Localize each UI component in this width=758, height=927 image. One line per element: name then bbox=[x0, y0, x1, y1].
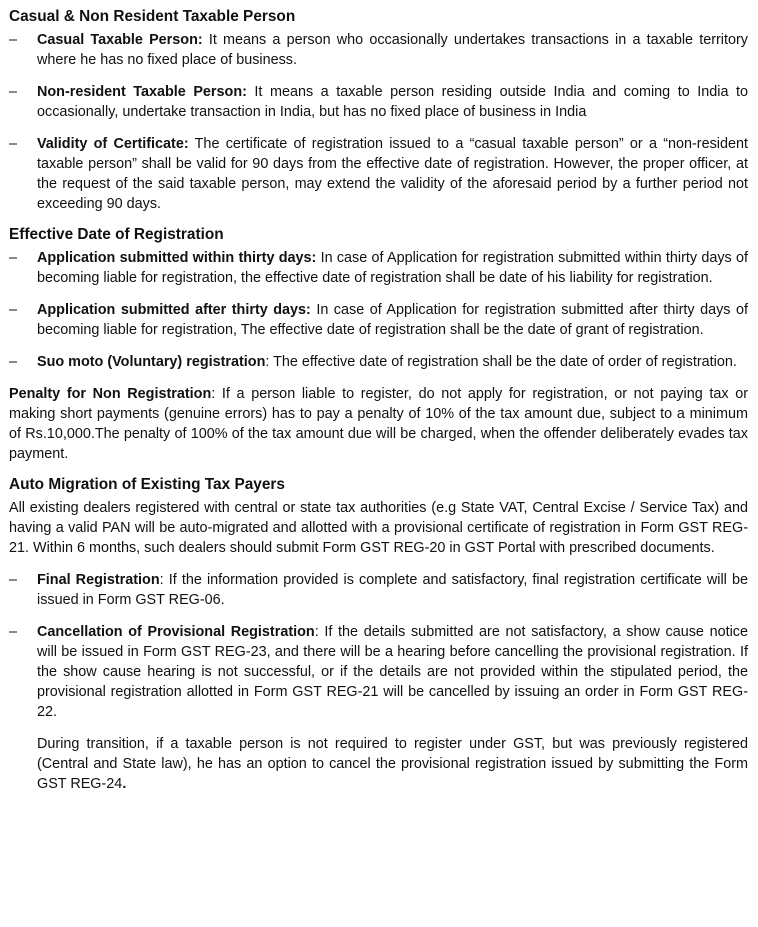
item-text bbox=[37, 570, 748, 610]
item-body: : If the details submitted are not satisfactory, a show cause notice will be issued in Form GST REG-23, and there will be a hearing before cancelling the provisional registration. If the show cause hearing is not successful, or if the details are not provided within the stipulated period, the provisional registration allotted in Form GST REG-21 will be cancelled by issuing an order in Form GST REG-22. bbox=[37, 624, 748, 720]
penalty-body: : If a person liable to register, do not apply for registration, or not paying tax or making short payments (genuine errors) has to pay a penalty of 10% of the tax amount due, subject to a minimum of Rs.10,000.The penalty of 100% of the tax amount due will be charged, when the offender deliberately evades tax payment. bbox=[9, 386, 748, 462]
transition-paragraph bbox=[9, 734, 748, 794]
item-text bbox=[37, 622, 748, 722]
list-item-validity-of-certificate bbox=[9, 134, 748, 214]
item-label: Application submitted within thirty days: bbox=[37, 250, 317, 266]
item-label: Final Registration bbox=[37, 572, 160, 588]
list-item-after-thirty-days bbox=[9, 300, 748, 340]
item-label: Application submitted after thirty days: bbox=[37, 302, 311, 318]
item-label: Suo moto (Voluntary) registration bbox=[37, 354, 266, 370]
dash-bullet: – bbox=[9, 136, 18, 152]
list-item-cancellation-provisional bbox=[9, 622, 748, 722]
section-heading-effective-date: Effective Date of Registration bbox=[9, 226, 224, 243]
item-body: In case of Application for registration submitted within thirty days of becoming liable for registration, the effective date of registration shall be date of his liability for registration. bbox=[37, 250, 749, 286]
item-text bbox=[37, 300, 748, 340]
list-item-within-thirty-days bbox=[9, 248, 748, 288]
list-item-suo-moto bbox=[9, 352, 748, 372]
item-text bbox=[37, 352, 748, 372]
item-text bbox=[37, 82, 748, 122]
dash-bullet: – bbox=[9, 32, 18, 48]
transition-end: . bbox=[122, 776, 127, 792]
item-body: : The effective date of registration shall be the date of order of registration. bbox=[265, 354, 737, 370]
dash-bullet: – bbox=[9, 354, 18, 370]
item-text bbox=[37, 134, 748, 214]
item-text bbox=[37, 30, 748, 70]
item-text bbox=[37, 248, 748, 288]
dash-bullet: – bbox=[9, 624, 18, 640]
dash-bullet: – bbox=[9, 572, 18, 588]
item-label: Validity of Certificate: bbox=[37, 136, 189, 152]
section-heading-casual: Casual & Non Resident Taxable Person bbox=[9, 8, 296, 25]
item-body: : If the information provided is complete and satisfactory, final registration certificate will be issued in Form GST REG-06. bbox=[37, 572, 748, 608]
item-body: It means a person who occasionally undertakes transactions in a taxable territory where he has no fixed place of business. bbox=[37, 32, 748, 68]
dash-bullet: – bbox=[9, 302, 18, 318]
transition-body: During transition, if a taxable person is not required to register under GST, but was previously registered (Central and State law), he has an option to cancel the provisional registration issued by submitting the Form GST REG-24 bbox=[37, 736, 748, 792]
list-item-non-resident-taxable-person bbox=[9, 82, 748, 122]
section-heading-auto-migration: Auto Migration of Existing Tax Payers bbox=[9, 476, 285, 493]
item-body: It means a taxable person residing outside India and coming to India to occasionally, undertake transaction in India, but has no fixed place of business in India bbox=[37, 84, 748, 120]
list-item-casual-taxable-person bbox=[9, 30, 748, 70]
item-body: In case of Application for registration submitted after thirty days of becoming liable for registration, The effective date of registration shall be the date of grant of registration. bbox=[37, 302, 748, 338]
penalty-label: Penalty for Non Registration bbox=[9, 386, 212, 402]
migration-intro-paragraph: All existing dealers registered with central or state tax authorities (e.g State VAT, Central Excise / Service Tax) and having a valid PAN will be auto-migrated and allotted with a provisional certificate of registration in Form GST REG-21. Within 6 months, such dealers should submit Form GST REG-20 in GST Portal with prescribed documents. bbox=[9, 500, 748, 556]
item-body: The certificate of registration issued to a “casual taxable person” or a “non-resident taxable person” shall be valid for 90 days from the effective date of registration. However, the proper officer, at the request of the said taxable person, may extend the validity of the aforesaid period by a further period not exceeding 90 days. bbox=[37, 136, 748, 212]
penalty-paragraph bbox=[9, 384, 748, 464]
item-label: Cancellation of Provisional Registration bbox=[37, 624, 315, 640]
item-label: Casual Taxable Person: bbox=[37, 32, 203, 48]
dash-bullet: – bbox=[9, 84, 18, 100]
list-item-final-registration bbox=[9, 570, 748, 610]
item-label: Non-resident Taxable Person: bbox=[37, 84, 247, 100]
dash-bullet: – bbox=[9, 250, 18, 266]
